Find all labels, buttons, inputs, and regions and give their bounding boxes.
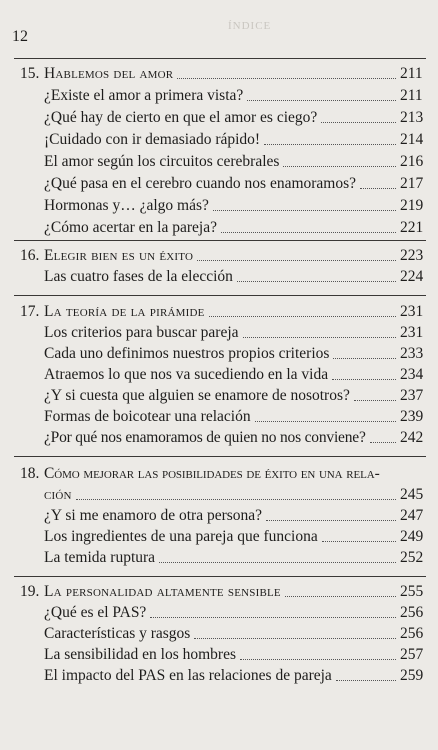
chapter-number: 18.: [20, 465, 40, 482]
section-page: 216: [400, 153, 424, 170]
toc-section[interactable]: [44, 645, 422, 665]
leader-dots: [213, 210, 396, 211]
section-title: La sensibilidad en los hombres: [44, 646, 236, 663]
leader-dots: [194, 638, 396, 639]
chapter-page: 245: [400, 486, 424, 503]
section-title: ¡Cuidado con ir demasiado rápido!: [44, 131, 261, 148]
leader-dots: [159, 562, 396, 563]
leader-dots: [283, 166, 396, 167]
section-page: 237: [400, 387, 424, 404]
toc-chapter-18-continued[interactable]: [44, 485, 422, 505]
section-page: 247: [400, 507, 424, 524]
chapter-divider: [14, 240, 426, 241]
leader-dots: [360, 188, 396, 189]
toc-section[interactable]: [44, 344, 422, 364]
leader-dots: [221, 232, 396, 233]
section-page: 221: [400, 219, 424, 236]
chapter-page: 211: [400, 65, 423, 82]
chapter-divider: [14, 295, 426, 296]
leader-dots: [336, 680, 396, 681]
toc-section[interactable]: [44, 603, 422, 623]
section-page: 252: [400, 549, 424, 566]
section-title: ¿Qué hay de cierto en que el amor es ciego?: [44, 109, 318, 126]
chapter-title: La teoría de la pirámide: [44, 303, 205, 320]
leader-dots: [177, 78, 396, 79]
toc-section[interactable]: [44, 527, 422, 547]
leader-dots: [266, 520, 396, 521]
leader-dots: [197, 260, 396, 261]
leader-dots: [354, 400, 396, 401]
section-title: Formas de boicotear una relación: [44, 408, 251, 425]
toc-section[interactable]: [44, 152, 422, 172]
toc-section[interactable]: [44, 666, 422, 686]
section-title: El amor según los circuitos cerebrales: [44, 153, 280, 170]
chapter-title: La personalidad altamente sensible: [44, 583, 281, 600]
toc-section[interactable]: [44, 548, 422, 568]
toc-section[interactable]: [44, 267, 422, 287]
toc-section[interactable]: [44, 323, 422, 343]
chapter-divider: [14, 576, 426, 577]
toc-section[interactable]: [44, 407, 422, 427]
leader-dots: [247, 100, 396, 101]
chapter-number: 17.: [20, 303, 40, 320]
section-page: 219: [400, 197, 424, 214]
chapter-number: 16.: [20, 247, 40, 264]
toc-section[interactable]: [44, 365, 422, 385]
section-title: Los ingredientes de una pareja que funciona: [44, 528, 318, 545]
toc-section[interactable]: [44, 506, 422, 526]
section-page: 231: [400, 324, 424, 341]
section-title: Las cuatro fases de la elección: [44, 268, 233, 285]
toc-chapter-16[interactable]: [20, 246, 422, 266]
leader-dots: [76, 499, 396, 500]
toc-section[interactable]: [44, 174, 422, 194]
section-title: Hormonas y… ¿algo más?: [44, 197, 209, 214]
section-title: Características y rasgos: [44, 625, 191, 642]
leader-dots: [150, 617, 396, 618]
leader-dots: [209, 316, 396, 317]
chapter-title-line-1: Cómo mejorar las posibilidades de éxito en una rela-: [44, 465, 380, 482]
section-title: Cada uno definimos nuestros propios criterios: [44, 345, 330, 362]
section-page: 211: [400, 87, 423, 104]
chapter-divider: [14, 58, 426, 59]
section-page: 214: [400, 131, 424, 148]
section-page: 249: [400, 528, 424, 545]
leader-dots: [240, 659, 396, 660]
leader-dots: [333, 358, 396, 359]
toc-section[interactable]: [44, 218, 422, 238]
chapter-title: Elegir bien es un éxito: [44, 247, 194, 264]
leader-dots: [255, 421, 396, 422]
section-page: 224: [400, 268, 424, 285]
chapter-page: 231: [400, 303, 424, 320]
section-title: ¿Existe el amor a primera vista?: [44, 87, 244, 104]
chapter-title: Hablemos del amor: [44, 65, 174, 82]
section-page: 256: [400, 625, 424, 642]
leader-dots: [264, 144, 396, 145]
chapter-page: 223: [400, 247, 424, 264]
section-title: Atraemos lo que nos va sucediendo en la vida: [44, 366, 329, 383]
leader-dots: [321, 122, 396, 123]
toc-section[interactable]: [44, 86, 422, 106]
section-title: ¿Y si me enamoro de otra persona?: [44, 507, 263, 524]
chapter-number: 15.: [20, 65, 40, 82]
toc-chapter-19[interactable]: [20, 582, 422, 602]
page-number: 12: [12, 28, 28, 45]
section-title: ¿Y si cuesta que alguien se enamore de nosotros?: [44, 387, 350, 404]
section-page: 257: [400, 646, 424, 663]
toc-section[interactable]: [44, 130, 422, 150]
running-header-bleed: ÍNDICE: [228, 20, 272, 32]
section-title: La temida ruptura: [44, 549, 156, 566]
toc-section[interactable]: [44, 196, 422, 216]
section-page: 217: [400, 175, 424, 192]
leader-dots: [237, 281, 396, 282]
section-page: 256: [400, 604, 424, 621]
section-title: ¿Qué pasa en el cerebro cuando nos enamoramos?: [44, 175, 357, 192]
section-title: El impacto del PAS en las relaciones de pareja: [44, 667, 332, 684]
section-title: ¿Cómo acertar en la pareja?: [44, 219, 217, 236]
toc-chapter-18[interactable]: [20, 464, 422, 484]
leader-dots: [370, 442, 396, 443]
toc-section[interactable]: [44, 108, 422, 128]
toc-section[interactable]: [44, 428, 422, 448]
toc-chapter-15[interactable]: [20, 64, 422, 84]
toc-section[interactable]: [44, 624, 422, 644]
leader-dots: [322, 541, 396, 542]
section-title: ¿Por qué nos enamoramos de quien no nos conviene?: [44, 429, 366, 446]
chapter-number: 19.: [20, 583, 40, 600]
section-page: 233: [400, 345, 424, 362]
leader-dots: [285, 596, 396, 597]
section-page: 213: [400, 109, 424, 126]
section-page: 239: [400, 408, 424, 425]
section-title: ¿Qué es el PAS?: [44, 604, 147, 621]
chapter-page: 255: [400, 583, 424, 600]
section-page: 259: [400, 667, 424, 684]
leader-dots: [332, 379, 396, 380]
toc-chapter-17[interactable]: [20, 302, 422, 322]
chapter-title-line-2: ción: [44, 486, 72, 503]
chapter-divider: [14, 456, 426, 457]
section-title: Los criterios para buscar pareja: [44, 324, 239, 341]
toc-section[interactable]: [44, 386, 422, 406]
section-page: 242: [400, 429, 424, 446]
leader-dots: [243, 337, 396, 338]
section-page: 234: [400, 366, 424, 383]
